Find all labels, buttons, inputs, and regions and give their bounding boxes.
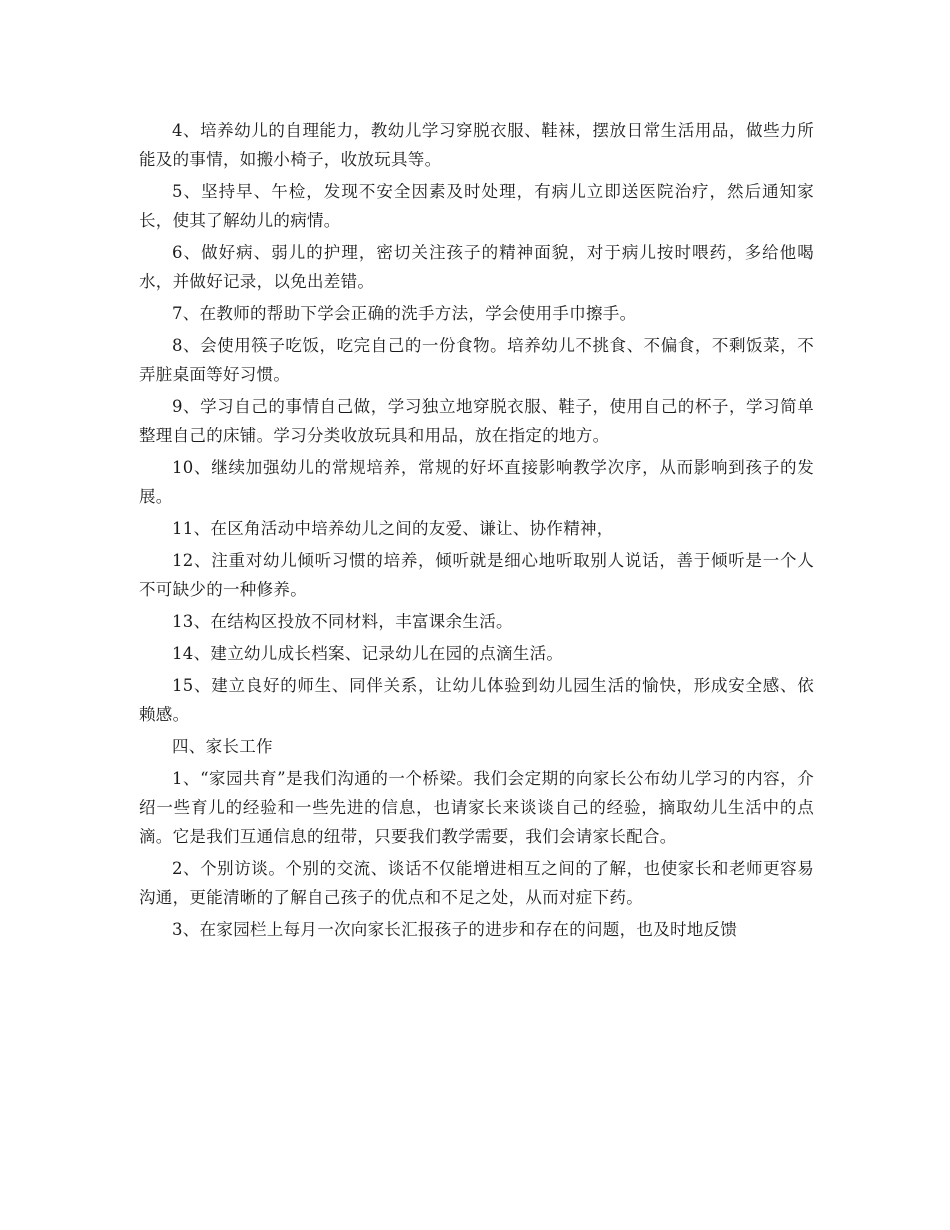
paragraph-item-5: 5、坚持早、午检，发现不安全因素及时处理，有病儿立即送医院治疗，然后通知家长，使其了解幼儿的病情。 [139, 182, 814, 230]
document-body [139, 116, 814, 947]
paragraph-item-8: 8、会使用筷子吃饭，吃完自己的一份食物。培养幼儿不挑食、不偏食，不剩饭菜，不弄脏桌面等好习惯。 [139, 336, 814, 384]
paragraph-item-7: 7、在教师的帮助下学会正确的洗手方法，学会使用手巾擦手。 [172, 304, 637, 323]
paragraph-item-15: 15、建立良好的师生、同伴关系，让幼儿体验到幼儿园生活的愉快，形成安全感、依赖感。 [139, 676, 814, 724]
section-heading-parent-work: 四、家长工作 [172, 737, 273, 756]
paragraph-item-6: 6、做好病、弱儿的护理，密切关注孩子的精神面貌，对于病儿按时喂药，多给他喝水，并做好记录，以免出差错。 [139, 243, 814, 291]
paragraph-item-4: 4、培养幼儿的自理能力，教幼儿学习穿脱衣服、鞋袜，摆放日常生活用品，做些力所能及的事情，如搬小椅子，收放玩具等。 [139, 121, 814, 169]
paragraph-item-10: 10、继续加强幼儿的常规培养，常规的好坏直接影响教学次序，从而影响到孩子的发展。 [139, 458, 814, 506]
paragraph-item-13: 13、在结构区投放不同材料，丰富课余生活。 [172, 612, 513, 631]
paragraph-parent-2: 2、个别访谈。个别的交流、谈话不仅能增进相互之间的了解，也使家长和老师更容易沟通，更能清晰的了解自己孩子的优点和不足之处，从而对症下药。 [139, 859, 814, 907]
paragraph-parent-3: 3、在家园栏上每月一次向家长汇报孩子的进步和存在的问题，也及时地反馈 [172, 920, 738, 939]
paragraph-item-14: 14、建立幼儿成长档案、记录幼儿在园的点滴生活。 [172, 644, 564, 663]
paragraph-item-11: 11、在区角活动中培养幼儿之间的友爱、谦让、协作精神， [172, 519, 614, 538]
paragraph-item-12: 12、注重对幼儿倾听习惯的培养，倾听就是细心地听取别人说话，善于倾听是一个人不可缺少的一种修养。 [139, 551, 814, 599]
paragraph-item-9: 9、学习自己的事情自己做，学习独立地穿脱衣服、鞋子，使用自己的杯子，学习简单整理自己的床铺。学习分类收放玩具和用品，放在指定的地方。 [139, 397, 814, 445]
paragraph-parent-1: 1、“家园共育”是我们沟通的一个桥梁。我们会定期的向家长公布幼儿学习的内容，介绍一些育儿的经验和一些先进的信息，也请家长来谈谈自己的经验，摘取幼儿生活中的点滴。它是我们互通信息的纽带，只要我们教学需要，我们会请家长配合。 [139, 769, 814, 846]
